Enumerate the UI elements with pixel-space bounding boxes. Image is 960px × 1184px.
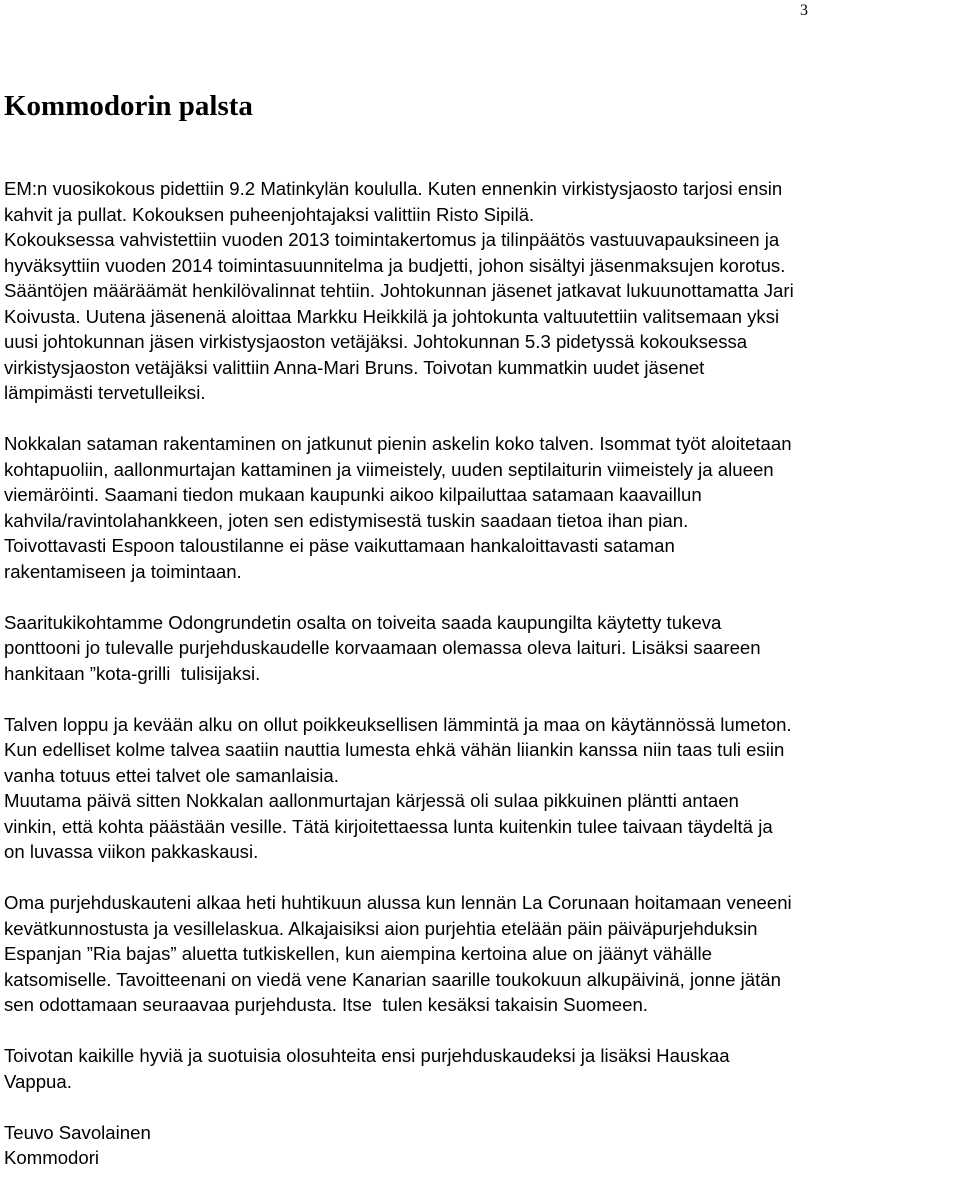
- paragraph-sailing-season: [4, 890, 959, 1018]
- signature: [4, 1120, 959, 1171]
- text-line: kahvila/ravintolahankkeen, joten sen edistymisestä tuskin saadaan tietoa ihan pian.: [4, 509, 689, 531]
- text-line: Saaritukikohtamme Odongrundetin osalta on toiveita saada kaupungilta käytetty tukeva: [4, 611, 722, 633]
- text-line: virkistysjaoston vetäjäksi valittiin Anna-Mari Bruns. Toivotan kummatkin uudet jäsenet: [4, 356, 705, 378]
- text-line: vanha totuus ettei talvet ole samanlaisia.: [4, 764, 339, 786]
- text-line: Koivusta. Uutena jäsenenä aloittaa Markku Heikkilä ja johtokunta valtuutettiin valitsemaan yksi: [4, 305, 780, 327]
- text-line: vinkin, että kohta päästään vesille. Tätä kirjoitettaessa lunta kuitenkin tulee taivaan täydeltä ja: [4, 815, 773, 837]
- text-line: Nokkalan sataman rakentaminen on jatkunut pienin askelin koko talven. Isommat työt aloitetaan: [4, 433, 792, 454]
- text-line: hyväksyttiin vuoden 2014 toimintasuunnitelma ja budjetti, johon sisältyi jäsenmaksujen korotus.: [4, 254, 786, 276]
- text-line: Toivottavasti Espoon taloustilanne ei päse vaikuttamaan hankaloittavasti sataman: [4, 535, 675, 556]
- text-line: Toivotan kaikille hyviä ja suotuisia olosuhteita ensi purjehduskaudeksi ja lisäksi Hauskaa: [4, 1045, 730, 1066]
- text-line: Kokouksessa vahvistettiin vuoden 2013 toimintakertomus ja tilinpäätös vastuuvapauksineen ja: [4, 229, 780, 250]
- text-line: katsomiselle. Tavoitteenani on viedä vene Kanarian saarille toukokuun alkupäivinä, jonne jätän: [4, 968, 781, 990]
- text-line: rakentamiseen ja toimintaan.: [4, 560, 242, 582]
- paragraph-annual-meeting: [4, 176, 959, 406]
- text-line: on luvassa viikon pakkaskausi.: [4, 841, 259, 862]
- text-line: ponttooni jo tulevalle purjehduskaudelle korvaamaan olemassa oleva laituri. Lisäksi saareen: [4, 637, 761, 658]
- paragraph-harbour: [4, 431, 959, 584]
- text-line: viemäröinti. Saamani tiedon mukaan kaupunki aikoo kilpailuttaa satamaan kaavaillun: [4, 484, 702, 505]
- text-line: Muutama päivä sitten Nokkalan aallonmurtajan kärjessä oli sulaa pikkuinen pläntti antaen: [4, 790, 739, 811]
- paragraph-greetings: [4, 1043, 959, 1094]
- page-number: 3: [800, 2, 808, 19]
- text-line: kahvit ja pullat. Kokouksen puheenjohtajaksi valittiin Risto Sipilä.: [4, 203, 535, 225]
- paragraph-winter: [4, 712, 959, 865]
- text-line: Vappua.: [4, 1070, 72, 1092]
- text-line: kohtapuoliin, aallonmurtajan kattaminen ja viimeistely, uuden septilaiturin viimeistely ja alueen: [4, 458, 774, 480]
- text-line: Oma purjehduskauteni alkaa heti huhtikuun alussa kun lennän La Corunaan hoitamaan veneeni: [4, 892, 792, 913]
- text-line: Kun edelliset kolme talvea saatiin nauttia lumesta ehkä vähän liiankin kanssa niin taas tuli esiin: [4, 739, 785, 760]
- paragraph-island-base: [4, 610, 959, 687]
- text-line: sen odottamaan seuraavaa purjehdusta. Itse tulen kesäksi takaisin Suomeen.: [4, 994, 648, 1015]
- signature-name: Teuvo Savolainen: [4, 1121, 151, 1143]
- text-line: lämpimästi tervetulleiksi.: [4, 382, 206, 403]
- text-line: EM:n vuosikokous pidettiin 9.2 Matinkylän koululla. Kuten ennenkin virkistysjaosto tarjosi ensin: [4, 178, 783, 199]
- text-line: Talven loppu ja kevään alku on ollut poikkeuksellisen lämmintä ja maa on käytännössä lumeton.: [4, 713, 792, 735]
- text-line: kevätkunnostusta ja vesillelaskua. Alkajaisiksi aion purjehtia etelään päin päiväpurjehduksin: [4, 917, 758, 939]
- signature-role: Kommodori: [4, 1147, 100, 1168]
- text-line: Espanjan ”Ria bajas” aluetta tutkiskellen, kun aiempina kertoina alue on jäänyt vähälle: [4, 943, 713, 964]
- article-body: [4, 176, 959, 1171]
- text-line: Sääntöjen määräämät henkilövalinnat tehtiin. Johtokunnan jäsenet jatkavat lukuunottamatta Jari: [4, 280, 794, 301]
- text-line: hankitaan ”kota-grilli tulisijaksi.: [4, 662, 261, 684]
- page-title: Kommodorin palsta: [4, 90, 253, 122]
- text-line: uusi johtokunnan jäsen virkistysjaoston vetäjäksi. Johtokunnan 5.3 pidetyssä kokouksessa: [4, 331, 748, 352]
